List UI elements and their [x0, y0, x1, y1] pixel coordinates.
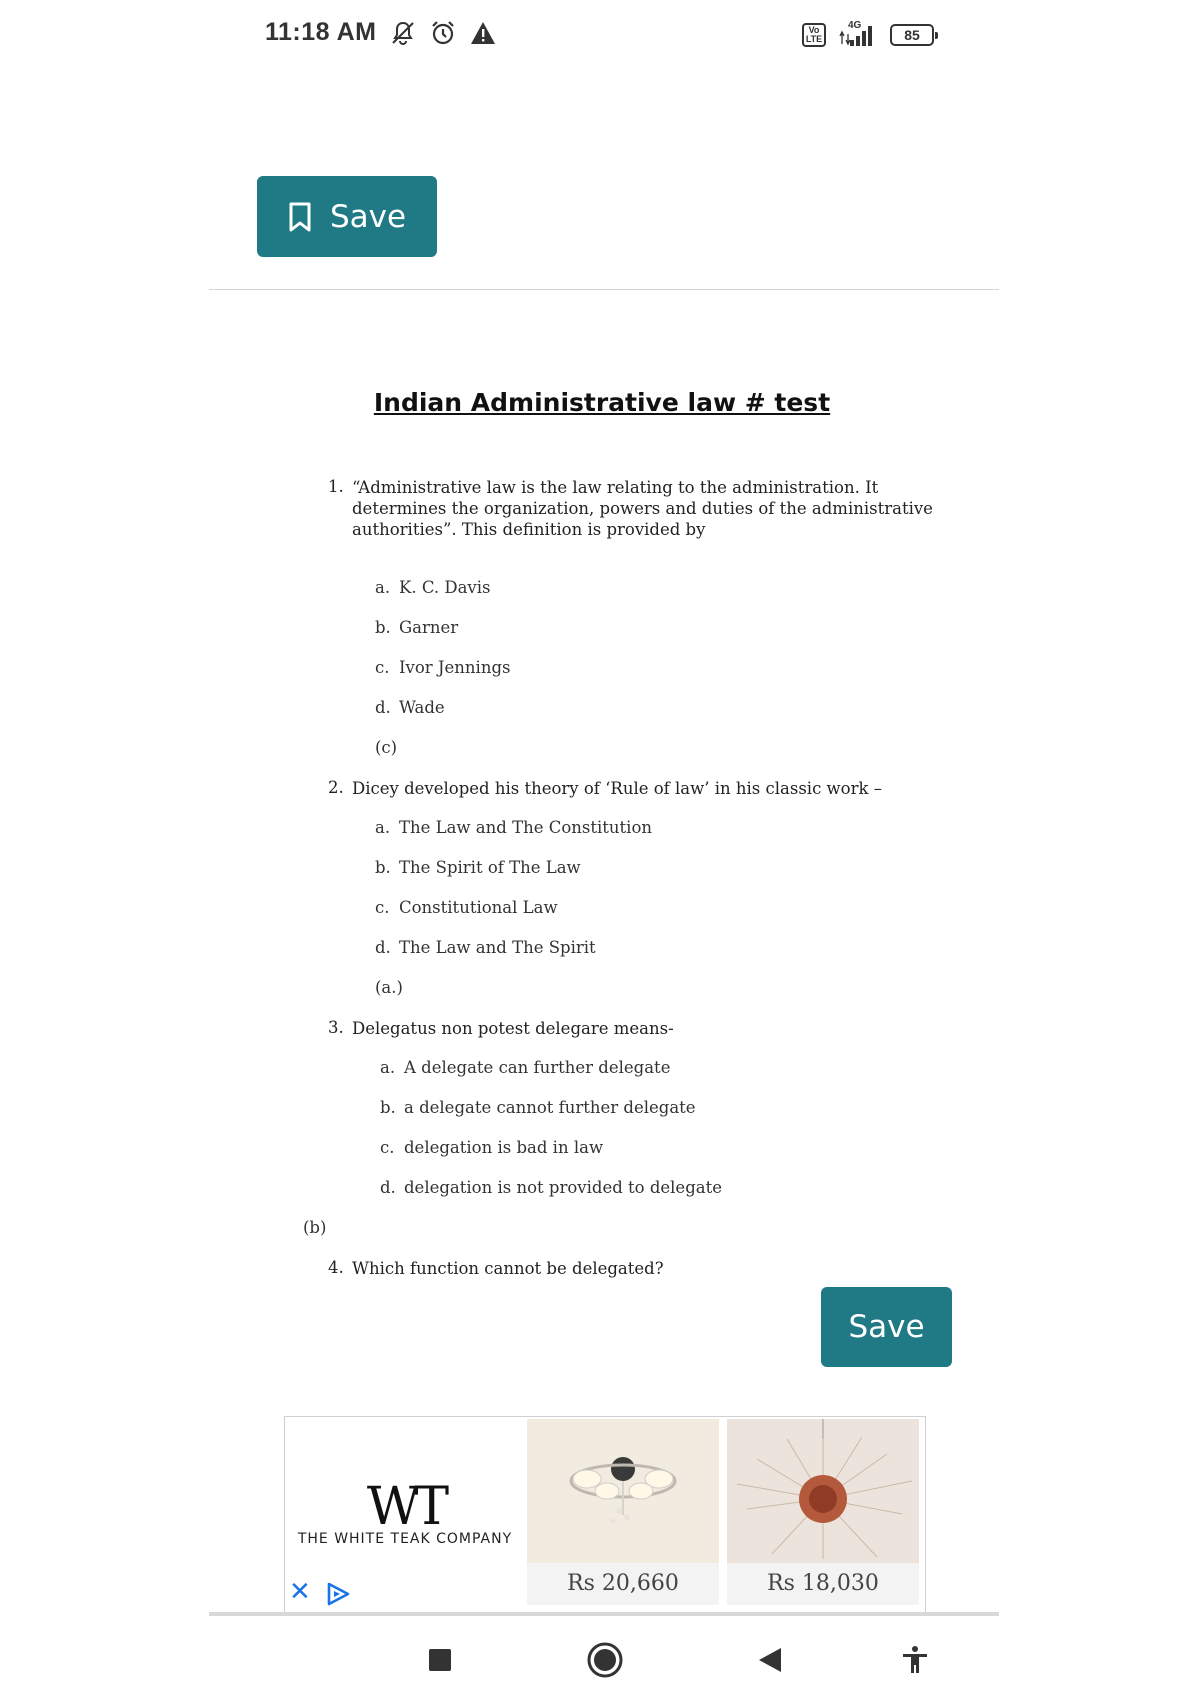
question-line: authorities”. This definition is provided by [352, 520, 706, 539]
option-letter: b. [375, 618, 391, 637]
option-item [375, 938, 596, 957]
battery-icon: 85 [890, 24, 934, 46]
question-line: Which function cannot be delegated? [352, 1259, 664, 1278]
option-item [380, 1098, 696, 1117]
option-text: Ivor Jennings [399, 658, 511, 677]
option-text: K. C. Davis [399, 578, 491, 597]
network-type: 4G [848, 20, 862, 31]
option-text: The Law and The Constitution [399, 818, 653, 837]
question-line: determines the organization, powers and duties of the administrative [352, 499, 933, 518]
option-item [375, 858, 581, 877]
warning-icon [470, 20, 496, 51]
option-text: a delegate cannot further delegate [404, 1098, 696, 1117]
answer-text: (b) [303, 1218, 327, 1237]
question-number: 1. [328, 477, 344, 496]
option-item [375, 898, 558, 917]
option-item [380, 1178, 722, 1197]
option-item [375, 818, 652, 837]
notifications-off-icon [390, 20, 416, 51]
ceiling-light-image [527, 1419, 719, 1563]
accessibility-icon[interactable] [885, 1630, 945, 1690]
option-letter: a. [380, 1058, 396, 1077]
ad-logo: WT [366, 1477, 444, 1537]
option-item [375, 618, 458, 637]
option-text: delegation is bad in law [404, 1138, 604, 1157]
status-icons-right [802, 22, 934, 48]
ad-product-price: Rs 18,030 [727, 1563, 919, 1605]
question-text [352, 1258, 664, 1279]
status-icons-left [390, 20, 496, 51]
status-time: 11:18 AM [265, 18, 377, 46]
recents-icon[interactable] [410, 1630, 470, 1690]
header-divider [209, 289, 999, 290]
option-text: delegation is not provided to delegate [404, 1178, 722, 1197]
question-text [352, 477, 933, 540]
bookmark-icon [288, 202, 312, 232]
ad-banner[interactable] [284, 1416, 926, 1614]
save-button-top[interactable] [257, 176, 437, 257]
home-icon[interactable] [575, 1630, 635, 1690]
option-text: Constitutional Law [399, 898, 558, 917]
document-title: Indian Administrative law # test [373, 388, 831, 417]
option-item [375, 658, 510, 677]
option-letter: d. [375, 698, 391, 717]
question-number: 3. [328, 1018, 344, 1037]
option-text: Wade [399, 698, 445, 717]
question-line: “Administrative law is the law relating to the administration. It [352, 478, 879, 497]
option-letter: b. [375, 858, 391, 877]
option-item [375, 698, 445, 717]
option-text: The Spirit of The Law [399, 858, 581, 877]
option-text: A delegate can further delegate [404, 1058, 671, 1077]
ad-choices-icon[interactable] [325, 1581, 351, 1612]
alarm-icon [430, 20, 456, 51]
save-button-floating[interactable]: Save [821, 1287, 952, 1367]
ad-company-name: THE WHITE TEAK COMPANY [297, 1531, 513, 1547]
option-text: Garner [399, 618, 459, 637]
question-line: Delegatus non potest delegare means- [352, 1019, 674, 1038]
option-letter: c. [375, 658, 390, 677]
option-item [380, 1138, 603, 1157]
ad-product-card[interactable] [525, 1417, 721, 1614]
option-letter: a. [375, 578, 391, 597]
navigation-bar [0, 1630, 1200, 1690]
question-number: 2. [328, 778, 344, 797]
option-letter: d. [380, 1178, 396, 1197]
answer-text: (c) [375, 738, 398, 757]
save-label: Save [329, 198, 407, 235]
option-text: The Law and The Spirit [399, 938, 596, 957]
question-text [352, 1018, 674, 1039]
option-item [380, 1058, 670, 1077]
content-bottom-edge [209, 1612, 999, 1616]
answer-text: (a.) [375, 978, 403, 997]
option-letter: a. [375, 818, 391, 837]
ad-product-price: Rs 20,660 [527, 1563, 719, 1605]
option-letter: d. [375, 938, 391, 957]
option-letter: c. [375, 898, 390, 917]
question-text [352, 778, 882, 799]
ad-product-card[interactable] [725, 1417, 921, 1614]
option-letter: b. [380, 1098, 396, 1117]
question-number: 4. [328, 1258, 344, 1277]
chandelier-image [727, 1419, 919, 1563]
signal-icon [836, 22, 880, 48]
option-letter: c. [380, 1138, 395, 1157]
question-line: Dicey developed his theory of ‘Rule of law’ in his classic work – [352, 779, 882, 798]
volte-icon: Vo LTE [802, 23, 826, 47]
option-item [375, 578, 490, 597]
back-icon[interactable] [740, 1630, 800, 1690]
ad-close-button[interactable]: ✕ [289, 1577, 311, 1607]
